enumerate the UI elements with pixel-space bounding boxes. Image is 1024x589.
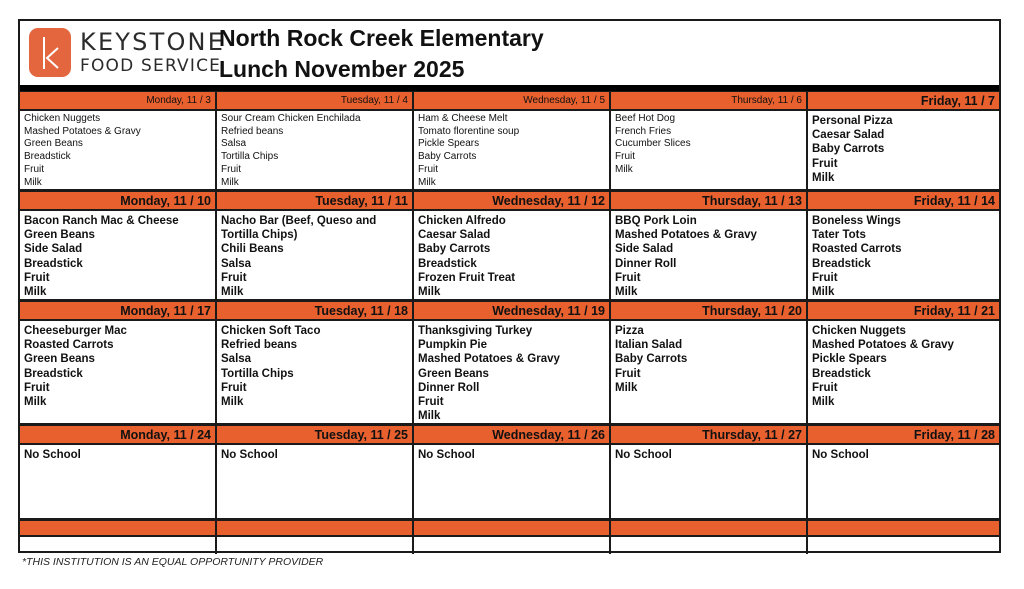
day-menu (611, 445, 808, 520)
day-header: Monday, 11 / 24 (20, 425, 217, 445)
week-header-row (20, 520, 999, 537)
day-header: Monday, 11 / 3 (20, 91, 217, 111)
menu-item: Fruit (418, 163, 438, 175)
menu-item: Breadstick (24, 367, 83, 380)
menu-item: Fruit (812, 381, 838, 394)
menu-item: No School (24, 449, 81, 461)
day-header: Monday, 11 / 10 (20, 191, 217, 211)
menu-item: Sour Cream Chicken Enchilada (221, 113, 361, 124)
day-header (20, 520, 217, 537)
day-menu (808, 537, 999, 554)
menu-item: BBQ Pork Loin (615, 215, 697, 227)
menu-item: Mashed Potatoes & Gravy (418, 353, 560, 366)
menu-item: Dinner Roll (418, 381, 480, 394)
menu-item: Mashed Potatoes & Gravy (812, 339, 954, 352)
menu-item: Personal Pizza (812, 115, 893, 127)
day-header: Wednesday, 11 / 12 (414, 191, 611, 211)
menu-item: Green Beans (24, 229, 95, 242)
day-menu (414, 111, 611, 191)
week-header-row (20, 301, 999, 321)
menu-item: Tomato florentine soup (418, 125, 520, 137)
menu-item: Fruit (615, 271, 641, 284)
day-header (217, 520, 414, 537)
day-header (808, 520, 999, 537)
menu-item: Fruit (221, 163, 241, 175)
menu-item: Breadstick (24, 151, 71, 163)
menu-item: Milk (221, 286, 244, 299)
menu-item: Milk (812, 396, 835, 409)
menu-item: Bacon Ranch Mac & Cheese (24, 215, 179, 227)
day-header: Thursday, 11 / 13 (611, 191, 808, 211)
day-header: Tuesday, 11 / 25 (217, 425, 414, 445)
menu-item: Ham & Cheese Melt (418, 113, 508, 124)
day-menu (808, 445, 999, 520)
menu-title: Lunch November 2025 (219, 56, 465, 82)
day-menu (217, 111, 414, 191)
menu-item: No School (418, 449, 475, 461)
menu-item: Tortilla Chips) (221, 229, 298, 242)
menu-item: Chicken Nuggets (812, 325, 906, 337)
day-menu (20, 321, 217, 425)
day-menu (20, 445, 217, 520)
menu-item: Milk (221, 396, 244, 409)
day-menu (20, 211, 217, 301)
menu-item: Milk (812, 171, 835, 184)
brand-subtitle: FOOD SERVICE (80, 56, 222, 76)
menu-item: Milk (418, 176, 436, 188)
menu-item: Baby Carrots (812, 143, 885, 156)
menu-item: Salsa (221, 138, 247, 150)
menu-item: Pickle Spears (418, 138, 480, 150)
day-header: Tuesday, 11 / 11 (217, 191, 414, 211)
day-menu (611, 321, 808, 425)
menu-item: Green Beans (24, 138, 83, 150)
menu-item: Chicken Alfredo (418, 215, 506, 227)
menu-calendar (18, 19, 1001, 553)
menu-item: Fruit (812, 271, 838, 284)
menu-item: Fruit (615, 151, 635, 163)
menu-item: Roasted Carrots (24, 339, 114, 352)
week-header-row (20, 425, 999, 445)
day-menu (808, 111, 999, 191)
day-menu (808, 321, 999, 425)
day-menu (414, 321, 611, 425)
day-menu (414, 211, 611, 301)
menu-item: Nacho Bar (Beef, Queso and (221, 215, 377, 227)
menu-item: Chicken Nuggets (24, 113, 101, 124)
menu-item: Fruit (24, 271, 50, 284)
day-header: Friday, 11 / 28 (808, 425, 999, 445)
menu-item: Thanksgiving Turkey (418, 325, 533, 337)
calendar-grid (20, 91, 999, 554)
menu-item: Pizza (615, 325, 644, 337)
day-menu (611, 211, 808, 301)
menu-item: Mashed Potatoes & Gravy (24, 125, 141, 137)
school-name: North Rock Creek Elementary (219, 25, 544, 51)
menu-item: Beef Hot Dog (615, 113, 676, 124)
menu-item: Fruit (418, 396, 444, 409)
menu-item: Milk (615, 381, 638, 394)
menu-item: Milk (24, 176, 42, 188)
day-menu (217, 321, 414, 425)
menu-item: Cheeseburger Mac (24, 325, 127, 337)
day-menu (20, 537, 217, 554)
menu-item: Green Beans (418, 367, 489, 380)
menu-item: Pickle Spears (812, 353, 887, 366)
menu-item: Breadstick (418, 257, 477, 270)
menu-item: Refried beans (221, 339, 298, 352)
day-menu (414, 445, 611, 520)
day-header: Monday, 11 / 17 (20, 301, 217, 321)
day-header: Friday, 11 / 14 (808, 191, 999, 211)
menu-item: Green Beans (24, 353, 95, 366)
menu-item: Breadstick (812, 257, 871, 270)
menu-item: Milk (812, 286, 835, 299)
week-menu-row (20, 321, 999, 425)
menu-item: Roasted Carrots (812, 243, 902, 256)
menu-item: No School (615, 449, 672, 461)
menu-item: Milk (221, 176, 239, 188)
menu-item: Fruit (812, 157, 838, 170)
day-menu (217, 445, 414, 520)
day-header: Thursday, 11 / 20 (611, 301, 808, 321)
menu-item: Caesar Salad (812, 129, 885, 142)
menu-item: Side Salad (24, 243, 83, 256)
menu-item: Tortilla Chips (221, 151, 279, 163)
keystone-logo-icon (29, 28, 71, 77)
day-header: Thursday, 11 / 6 (611, 91, 808, 111)
day-header: Wednesday, 11 / 5 (414, 91, 611, 111)
menu-item: Milk (24, 286, 47, 299)
menu-item: Fruit (221, 381, 247, 394)
menu-item: French Fries (615, 125, 672, 137)
menu-item: No School (221, 449, 278, 461)
menu-item: Pumpkin Pie (418, 339, 488, 352)
day-header: Tuesday, 11 / 4 (217, 91, 414, 111)
menu-item: Dinner Roll (615, 257, 677, 270)
equal-opportunity-note: *THIS INSTITUTION IS AN EQUAL OPPORTUNITY PROVIDER (22, 556, 324, 568)
menu-item: Milk (615, 286, 638, 299)
day-header: Wednesday, 11 / 19 (414, 301, 611, 321)
menu-item: Chili Beans (221, 243, 284, 256)
menu-item: Fruit (24, 381, 50, 394)
menu-item: Baby Carrots (615, 353, 688, 366)
day-header (611, 520, 808, 537)
day-menu (611, 111, 808, 191)
menu-item: Mashed Potatoes & Gravy (615, 229, 757, 242)
menu-item: Boneless Wings (812, 215, 901, 227)
menu-item: Breadstick (812, 367, 871, 380)
day-header: Tuesday, 11 / 18 (217, 301, 414, 321)
week-header-row (20, 91, 999, 111)
day-header (414, 520, 611, 537)
menu-item: Fruit (615, 367, 641, 380)
menu-item: Salsa (221, 257, 252, 270)
week-menu-row (20, 211, 999, 301)
day-header: Wednesday, 11 / 26 (414, 425, 611, 445)
brand-name: KEYSTONE (80, 28, 226, 56)
week-menu-row (20, 111, 999, 191)
day-header: Friday, 11 / 21 (808, 301, 999, 321)
day-menu (217, 537, 414, 554)
menu-item: Salsa (221, 353, 252, 366)
menu-item: Milk (615, 163, 633, 175)
menu-item: Cucumber Slices (615, 138, 691, 150)
menu-item: Frozen Fruit Treat (418, 271, 516, 284)
menu-item: No School (812, 449, 869, 461)
menu-item: Breadstick (24, 257, 83, 270)
menu-item: Milk (418, 410, 441, 423)
menu-item: Chicken Soft Taco (221, 325, 321, 337)
menu-item: Baby Carrots (418, 243, 491, 256)
day-menu (20, 111, 217, 191)
menu-item: Italian Salad (615, 339, 683, 352)
menu-item: Tater Tots (812, 229, 866, 242)
page-header (20, 21, 999, 85)
day-menu (808, 211, 999, 301)
day-menu (217, 211, 414, 301)
menu-item: Side Salad (615, 243, 674, 256)
week-menu-row (20, 537, 999, 554)
week-menu-row (20, 445, 999, 520)
day-menu (611, 537, 808, 554)
menu-item: Refried beans (221, 125, 284, 137)
menu-item: Fruit (221, 271, 247, 284)
day-menu (414, 537, 611, 554)
menu-item: Caesar Salad (418, 229, 491, 242)
menu-item: Tortilla Chips (221, 367, 294, 380)
day-header: Friday, 11 / 7 (808, 91, 999, 111)
day-header: Thursday, 11 / 27 (611, 425, 808, 445)
week-header-row (20, 191, 999, 211)
menu-item: Milk (24, 396, 47, 409)
menu-item: Fruit (24, 163, 44, 175)
menu-item: Baby Carrots (418, 151, 477, 163)
menu-item: Milk (418, 286, 441, 299)
